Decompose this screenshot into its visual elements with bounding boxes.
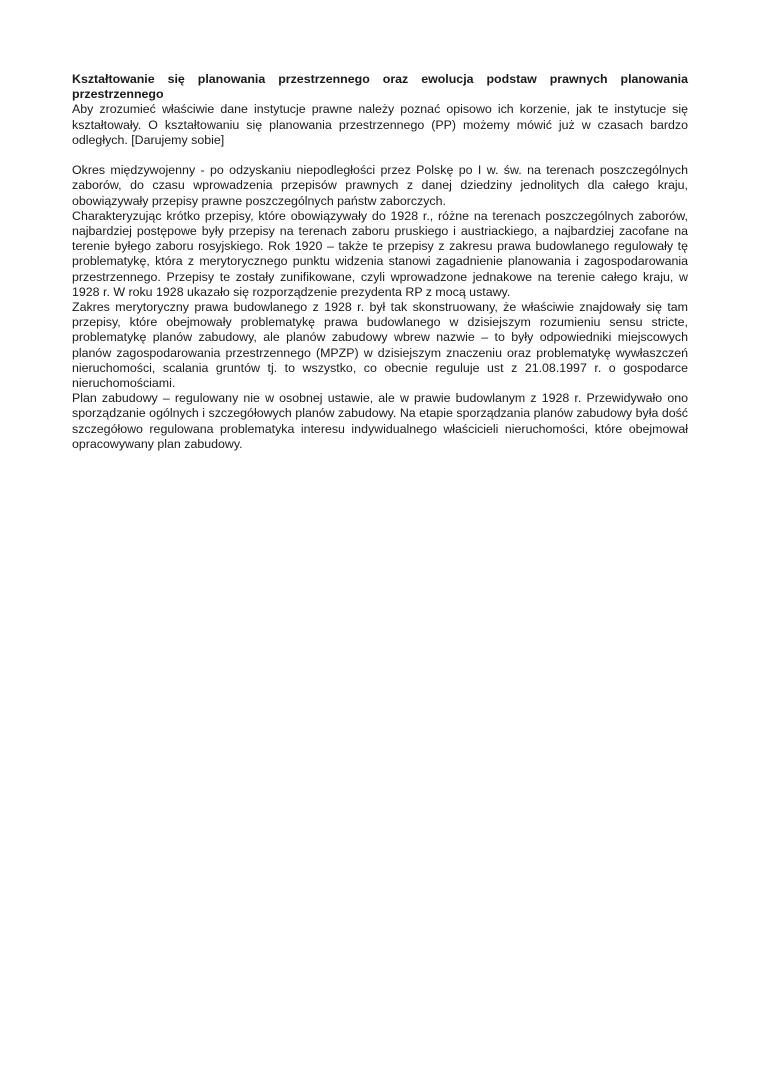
zoning-plan-paragraph: Plan zabudowy – regulowany nie w osobnej ustawie, ale w prawie budowlanym z 1928 r. Przewidywało ono sporządzanie ogólnych i szczegółowych planów zabudowy. Na etapie sporządzania planów zabudowy była dość szczegółowo regulowana problematyka interesu indywidualnego właścicieli nieruchomości, które obejmował opracowywany plan zabudowy. (72, 391, 688, 451)
regulations-paragraph: Charakteryzując krótko przepisy, które obowiązywały do 1928 r., różne na terenach poszczególnych zaborów, najbardziej postępowe były przepisy na terenach zaboru pruskiego i austriackiego, a najbardziej zacofane na terenie byłego zaboru rosyjskiego. Rok 1920 – także te przepisy z zakresu prawa budowlanego regulowały tę problematykę, która z merytorycznego punktu widzenia stanowi zagadnienie planowania i zagospodarowania przestrzennego. Przepisy te zostały zunifikowane, czyli wprowadzone jednakowe na terenie całego kraju, w 1928 r. W roku 1928 ukazało się rozporządzenie prezydenta RP z mocą ustawy. (72, 208, 688, 299)
document-page (72, 72, 688, 452)
interwar-paragraph: Okres międzywojenny - po odzyskaniu niepodległości przez Polskę po I w. św. na terenach poszczególnych zaborów, do czasu wprowadzenia przepisów prawnych z danej dziedziny jednolitych dla całego kraju, obowiązywały przepisy prawne poszczególnych państw zaborczych. (72, 163, 688, 208)
paragraph-spacer (72, 148, 688, 163)
building-law-scope-paragraph: Zakres merytoryczny prawa budowlanego z 1928 r. był tak skonstruowany, że właściwie znajdowały się tam przepisy, które obejmowały problematykę prawa budowlanego w dzisiejszym rozumieniu sensu stricte, problematykę planów zabudowy, ale planów zabudowy wbrew nazwie – to były odpowiedniki miejscowych planów zagospodarowania przestrzennego (MPZP) w dzisiejszym znaczeniu oraz problematykę wywłaszczeń nieruchomości, scalania gruntów tj. to wszystko, co obecnie reguluje ust z 21.08.1997 r. o gospodarce nieruchomościami. (72, 300, 688, 391)
document-title: Kształtowanie się planowania przestrzennego oraz ewolucja podstaw prawnych planowania przestrzennego (72, 72, 688, 102)
intro-paragraph: Aby zrozumieć właściwie dane instytucje prawne należy poznać opisowo ich korzenie, jak te instytucje się kształtowały. O kształtowaniu się planowania przestrzennego (PP) możemy mówić już w czasach bardzo odległych. [Darujemy sobie] (72, 102, 688, 147)
